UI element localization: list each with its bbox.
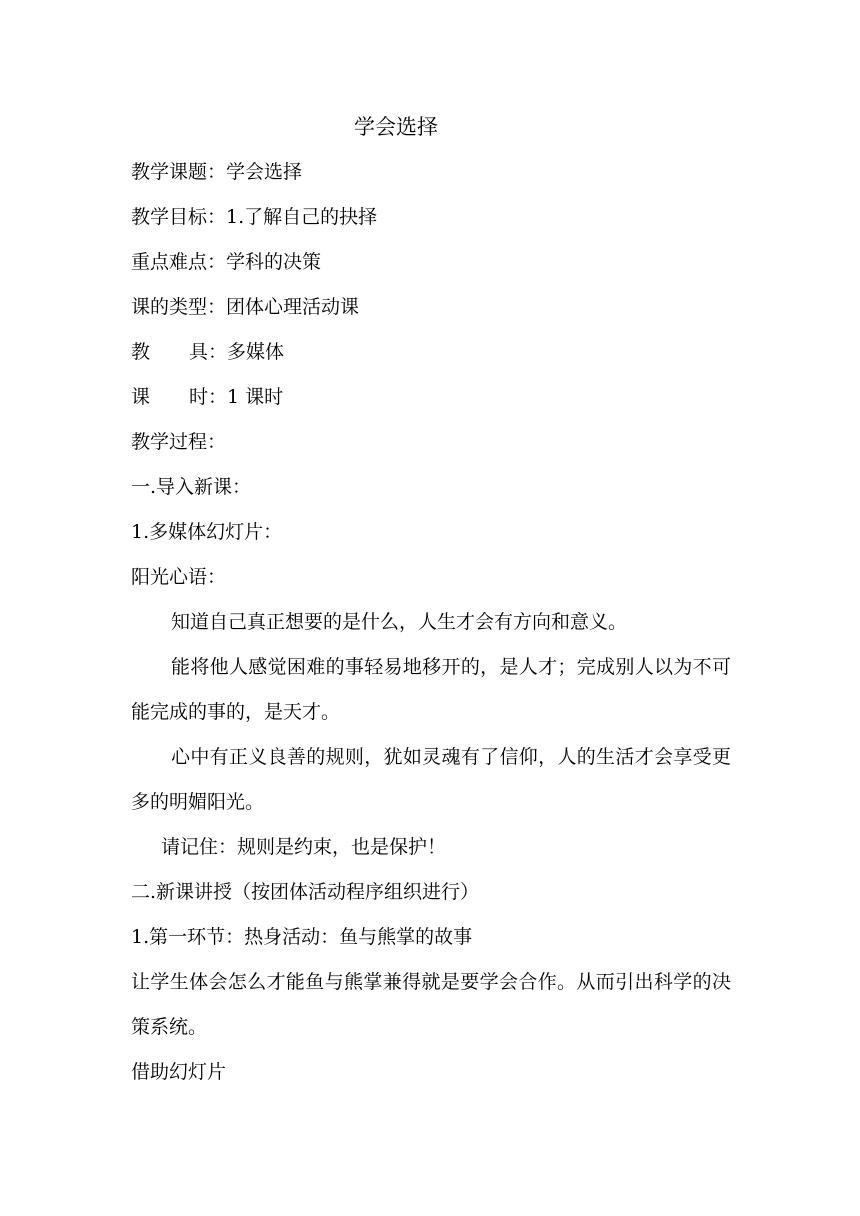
section2-heading: 二.新课讲授（按团体活动程序组织进行）	[131, 881, 480, 903]
sunshine-heading: 阳光心语：	[131, 566, 227, 588]
quote-1: 知道自己真正想要的是什么，人生才会有方向和意义。	[171, 611, 628, 633]
meta-key-points-label: 重点难点：	[131, 251, 227, 273]
meta-duration-label-a: 课	[131, 386, 151, 408]
step1-title: 1.第一环节：热身活动：鱼与熊掌的故事	[131, 926, 473, 948]
process-heading: 教学过程：	[131, 431, 227, 453]
meta-topic-label: 教学课题：	[131, 161, 227, 183]
meta-tools-label-a: 教	[131, 341, 151, 363]
meta-goal-value: 1.了解自己的抉择	[226, 206, 378, 228]
meta-tools-label-b: 具：	[189, 341, 228, 363]
meta-duration	[131, 382, 731, 412]
meta-class-type-label: 课的类型：	[131, 296, 227, 318]
item1: 1.多媒体幻灯片：	[131, 521, 283, 543]
quote-2: 能将他人感觉困难的事轻易地移开的，是人才；完成别人以为不可能完成的事的，是天才。	[131, 656, 731, 723]
quote-3: 心中有正义良善的规则，犹如灵魂有了信仰，人的生活才会享受更多的明媚阳光。	[131, 746, 731, 813]
meta-goal-label: 教学目标：	[131, 206, 227, 228]
remember-note: 请记住：规则是约束，也是保护！	[161, 836, 447, 858]
meta-key-points-value: 学科的决策	[226, 251, 322, 273]
meta-class-type-value: 团体心理活动课	[226, 296, 360, 318]
slide-note: 借助幻灯片	[131, 1061, 227, 1083]
step1-description: 让学生体会怎么才能鱼与熊掌兼得就是要学会合作。从而引出科学的决策系统。	[131, 971, 731, 1038]
section1-heading: 一.导入新课：	[131, 476, 252, 498]
meta-topic	[131, 157, 731, 187]
meta-duration-value: 1 课时	[227, 386, 284, 408]
meta-duration-label-b: 时：	[189, 386, 228, 408]
meta-topic-value: 学会选择	[226, 161, 303, 183]
meta-tools-value: 多媒体	[227, 341, 285, 363]
meta-key-points	[131, 247, 731, 277]
meta-class-type	[131, 292, 731, 322]
meta-tools	[131, 337, 731, 367]
document-title: 学会选择	[354, 115, 438, 139]
meta-goal	[131, 202, 731, 232]
